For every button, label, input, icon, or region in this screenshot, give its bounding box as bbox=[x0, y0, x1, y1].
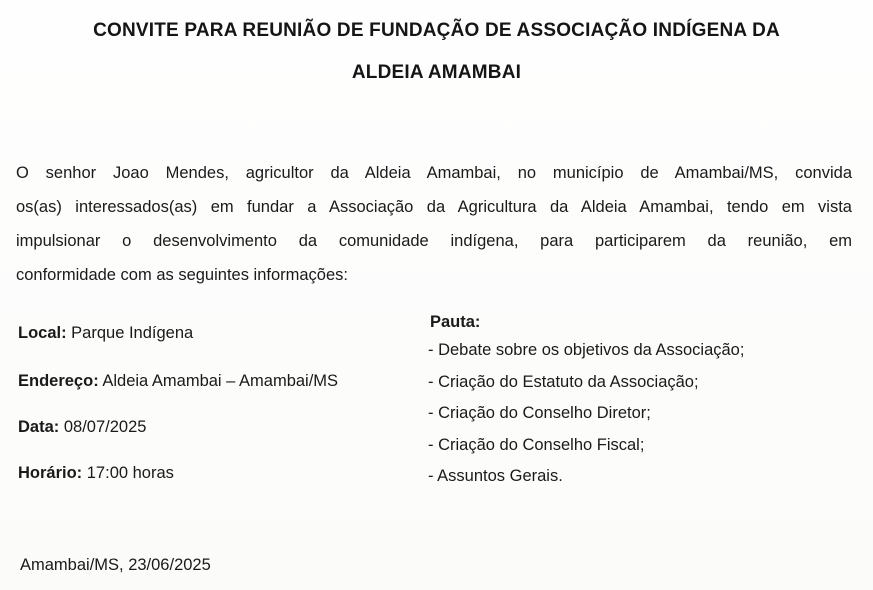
time-value: 17:00 horas bbox=[82, 464, 174, 482]
agenda-item: - Assuntos Gerais. bbox=[428, 467, 563, 485]
meeting-time bbox=[18, 464, 174, 483]
meeting-location bbox=[18, 324, 193, 343]
address-label: Endereço: bbox=[18, 372, 99, 390]
time-label: Horário: bbox=[18, 464, 83, 482]
meeting-date bbox=[18, 418, 146, 437]
meeting-address bbox=[18, 372, 338, 391]
place-and-date: Amambai/MS, 23/06/2025 bbox=[20, 556, 211, 574]
agenda-item: - Criação do Conselho Diretor; bbox=[428, 404, 651, 422]
agenda-item: - Criação do Conselho Fiscal; bbox=[428, 435, 645, 454]
agenda bbox=[428, 313, 744, 499]
agenda-item: - Criação do Estatuto da Associação; bbox=[428, 372, 699, 391]
address-value: Aldeia Amambai – Amambai/MS bbox=[98, 372, 339, 390]
document-title-line-1: CONVITE PARA REUNIÃO DE FUNDAÇÃO DE ASSOCIAÇÃO INDÍGENA DA bbox=[93, 20, 780, 41]
location-label: Local: bbox=[18, 324, 67, 342]
invitation-paragraph bbox=[16, 156, 852, 292]
date-value: 08/07/2025 bbox=[59, 418, 147, 436]
paragraph-line: impulsionar o desenvolvimento da comunidade indígena, para participarem da reunião, em bbox=[16, 232, 852, 250]
paragraph-line: conformidade com as seguintes informações: bbox=[16, 266, 348, 284]
paragraph-line: O senhor Joao Mendes, agricultor da Aldeia Amambai, no município de Amambai/MS, convida bbox=[16, 164, 852, 182]
agenda-title: Pauta: bbox=[430, 313, 481, 331]
paragraph-line: os(as) interessados(as) em fundar a Associação da Agricultura da Aldeia Amambai, tendo em vista bbox=[16, 198, 852, 216]
date-label: Data: bbox=[18, 418, 60, 436]
document-title-line-2: ALDEIA AMAMBAI bbox=[351, 62, 522, 83]
location-value: Parque Indígena bbox=[66, 324, 194, 342]
agenda-item: - Debate sobre os objetivos da Associação; bbox=[428, 341, 745, 359]
